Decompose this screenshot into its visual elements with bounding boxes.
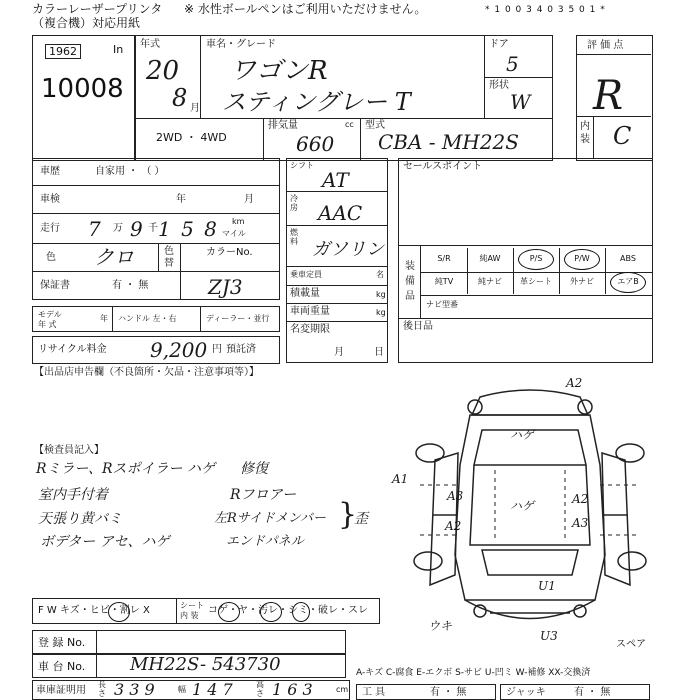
mark-8: U1 bbox=[538, 579, 556, 593]
model-change-label: モデル 年 式 bbox=[38, 310, 62, 329]
color-change-label: 色 替 bbox=[164, 246, 174, 269]
lot-box bbox=[32, 35, 135, 161]
seat-row: コゲ・ヤ・汚レ・シミ・破レ・スレ bbox=[208, 605, 368, 616]
equipment-item: ABS bbox=[620, 254, 636, 263]
inspection-year-unit: 年 bbox=[176, 194, 186, 205]
recycle-unit: 円 bbox=[212, 344, 222, 355]
mileage-man-unit: 万 bbox=[113, 223, 123, 234]
printer-line2: （複合機）対応用紙 bbox=[32, 16, 141, 30]
tools-label: 工 具 bbox=[362, 687, 386, 698]
door-label: ドア bbox=[489, 39, 509, 50]
warranty-value: 有 ・ 無 bbox=[112, 280, 149, 291]
displacement-unit: cc bbox=[345, 120, 354, 129]
mark-2: A1 bbox=[392, 472, 409, 486]
year-label: 年式 bbox=[140, 39, 160, 50]
chassis-label: 車 台 No. bbox=[38, 660, 86, 673]
note-right-3: エンドパネル bbox=[226, 534, 304, 549]
mark-6: A2 bbox=[572, 492, 589, 506]
tools-value: 有 ・ 無 bbox=[430, 687, 467, 698]
cm-unit: cm bbox=[336, 685, 349, 694]
drive-label: 2WD ・ 4WD bbox=[156, 131, 227, 144]
equipment-item: 革シート bbox=[520, 277, 552, 286]
notes-bracket-label: 歪 bbox=[354, 511, 368, 527]
aircon-value: AAC bbox=[318, 201, 363, 225]
equipment-item: P/S bbox=[529, 254, 543, 263]
name-label: 車名・グレード bbox=[206, 39, 276, 50]
score-value: R bbox=[593, 73, 624, 119]
inspection-month-unit: 月 bbox=[244, 194, 254, 205]
grade-value: スティングレー T bbox=[222, 88, 411, 116]
color-no-value: ZJ3 bbox=[208, 275, 243, 299]
equipment-circle bbox=[610, 272, 646, 293]
fuel-label: 燃 料 bbox=[290, 228, 298, 246]
aircon-label: 冷 房 bbox=[290, 194, 298, 212]
in-mark: In bbox=[113, 43, 124, 56]
mile-unit: マイル bbox=[222, 229, 246, 238]
circle-koge bbox=[218, 602, 240, 622]
note-left-0: Rミラー、Rスポイラー ハゲ bbox=[36, 461, 215, 477]
mileage-sen-unit: 千 bbox=[148, 223, 158, 234]
seat-label: シート 内 装 bbox=[180, 601, 204, 620]
equipment-circle bbox=[564, 249, 600, 270]
displacement-label: 排気量 bbox=[268, 120, 298, 131]
chassis-value: MH22S- 543730 bbox=[130, 654, 281, 675]
year-value: 20 bbox=[146, 56, 180, 86]
mark-1: ハゲ bbox=[510, 428, 535, 442]
note-left-3: ボデター アセ、ハゲ bbox=[40, 534, 170, 550]
circle-hibi bbox=[108, 602, 130, 622]
serial-number: * 1 0 0 3 4 0 3 5 0 1 * bbox=[485, 5, 606, 15]
sales-point-label: セールスポイント bbox=[403, 161, 483, 172]
lot-number: 10008 bbox=[41, 74, 124, 104]
height-value: 1 6 3 bbox=[272, 680, 313, 699]
jack-label: ジャッキ bbox=[506, 687, 546, 698]
reg-no-label: 登 録 No. bbox=[38, 636, 86, 649]
equipment-item: S/R bbox=[437, 254, 451, 263]
interior-value: C bbox=[613, 122, 632, 150]
length-label: 長 さ bbox=[98, 680, 106, 698]
expiry-day-unit: 日 bbox=[374, 347, 384, 358]
interior-label: 内 装 bbox=[580, 121, 590, 145]
fw-row: F W キズ・ヒビ・割レ X bbox=[38, 605, 150, 616]
color-value: クロ bbox=[94, 245, 134, 269]
inspector-header: 【検査員記入】 bbox=[34, 445, 104, 456]
load-unit: kg bbox=[376, 290, 386, 299]
month-unit: 月 bbox=[190, 103, 200, 114]
equipment-label: 装 備 品 bbox=[405, 261, 415, 302]
score-box bbox=[576, 35, 653, 161]
history-value: 自家用 ・ （ ） bbox=[95, 166, 165, 177]
note-right-0: 修復 bbox=[240, 461, 268, 477]
model-value: CBA - MH22S bbox=[378, 130, 519, 154]
navi-label: ナビ型番 bbox=[426, 300, 458, 309]
score-label: 評 価 点 bbox=[587, 40, 624, 51]
recycle-label: リサイクル料金 bbox=[38, 344, 107, 355]
equipment-item: 純AW bbox=[479, 254, 501, 263]
shift-value: AT bbox=[322, 168, 349, 192]
mark-0: A2 bbox=[566, 376, 583, 390]
mark-4: A2 bbox=[445, 519, 462, 533]
expiry-label: 名変期限 bbox=[290, 324, 330, 335]
notice: ※ 水性ボールペンはご利用いただけません。 bbox=[184, 2, 427, 16]
mark-3: A3 bbox=[447, 489, 464, 503]
load-label: 積載量 bbox=[290, 288, 320, 299]
mark-5: ハゲ bbox=[510, 499, 535, 513]
equipment-item: 純TV bbox=[434, 277, 454, 286]
circle-yogore bbox=[260, 602, 282, 622]
expiry-month-unit: 月 bbox=[334, 347, 344, 358]
mark-10: ウキ bbox=[428, 619, 453, 633]
spare-label: スペア bbox=[616, 639, 646, 650]
mark-7: A3 bbox=[572, 516, 589, 530]
weight-unit: kg bbox=[376, 308, 386, 317]
history-label: 車歴 bbox=[40, 166, 60, 177]
equipment-item: P/W bbox=[574, 254, 590, 263]
mileage-rest: 1 5 8 bbox=[158, 217, 219, 241]
cert-label: 車庫証明用 bbox=[36, 685, 86, 696]
remarks-header: 【出品店申告欄（不良箇所・欠品・注意事項等）】 bbox=[34, 367, 259, 378]
model-label: 型式 bbox=[365, 120, 385, 131]
km-unit: km bbox=[232, 217, 245, 226]
mileage-sen: 9 bbox=[130, 217, 143, 241]
month-value: 8 bbox=[172, 84, 188, 112]
color-no-label: カラーNo. bbox=[206, 247, 253, 258]
handle-label: ハンドル 左・右 bbox=[118, 314, 177, 323]
height-label: 高 さ bbox=[256, 680, 264, 698]
equipment-circle bbox=[518, 249, 554, 270]
lot-small-code: 1962 bbox=[45, 44, 81, 59]
shape-value: W bbox=[510, 90, 531, 114]
note-left-1: 室内手付着 bbox=[38, 487, 108, 503]
jack-value: 有 ・ 無 bbox=[574, 687, 611, 698]
damage-legend: A-キズ C-腐食 E-エクボ S-サビ U-凹ミ W-補修 XX-交換済 bbox=[356, 668, 591, 678]
shift-label: シフト bbox=[290, 161, 314, 170]
later-date-label: 後日品 bbox=[403, 321, 433, 332]
model-year-unit: 年 bbox=[100, 314, 108, 323]
fuel-value: ガソリン bbox=[312, 239, 384, 260]
weight-label: 車両重量 bbox=[290, 306, 330, 317]
door-value: 5 bbox=[506, 52, 519, 76]
notes-bracket: } bbox=[338, 497, 358, 532]
inspection-label: 車検 bbox=[40, 194, 60, 205]
capacity-unit: 名 bbox=[376, 270, 384, 279]
recycle-value: 9,200 bbox=[150, 338, 208, 362]
width-value: 1 4 7 bbox=[192, 680, 233, 699]
shape-label: 形状 bbox=[489, 80, 509, 91]
mark-9: U3 bbox=[540, 629, 558, 643]
circle-shimi bbox=[292, 602, 310, 622]
note-left-2: 天張り黄バミ bbox=[38, 511, 122, 527]
displacement-value: 660 bbox=[296, 132, 335, 156]
equipment-item: 外ナビ bbox=[570, 277, 594, 286]
note-right-2: 左Rサイドメンバー bbox=[214, 511, 326, 526]
name-value: ワゴンR bbox=[230, 56, 328, 86]
printer-line1: カラーレーザープリンタ bbox=[32, 2, 163, 16]
dealer-label: ディーラー・並行 bbox=[206, 314, 270, 323]
color-label: 色 bbox=[46, 252, 56, 263]
warranty-label: 保証書 bbox=[40, 280, 70, 291]
equipment-item: エアB bbox=[617, 277, 639, 286]
width-label: 幅 bbox=[178, 685, 186, 694]
capacity-label: 乗車定員 bbox=[290, 270, 322, 279]
mileage-man: 7 bbox=[88, 217, 101, 241]
car-damage-diagram bbox=[392, 375, 660, 645]
mileage-label: 走行 bbox=[40, 223, 60, 234]
equipment-item: 純ナビ bbox=[478, 277, 502, 286]
length-value: 3 3 9 bbox=[114, 680, 155, 699]
recycle-deposit: 預託済 bbox=[226, 344, 256, 355]
note-right-1: Rフロアー bbox=[230, 487, 297, 503]
